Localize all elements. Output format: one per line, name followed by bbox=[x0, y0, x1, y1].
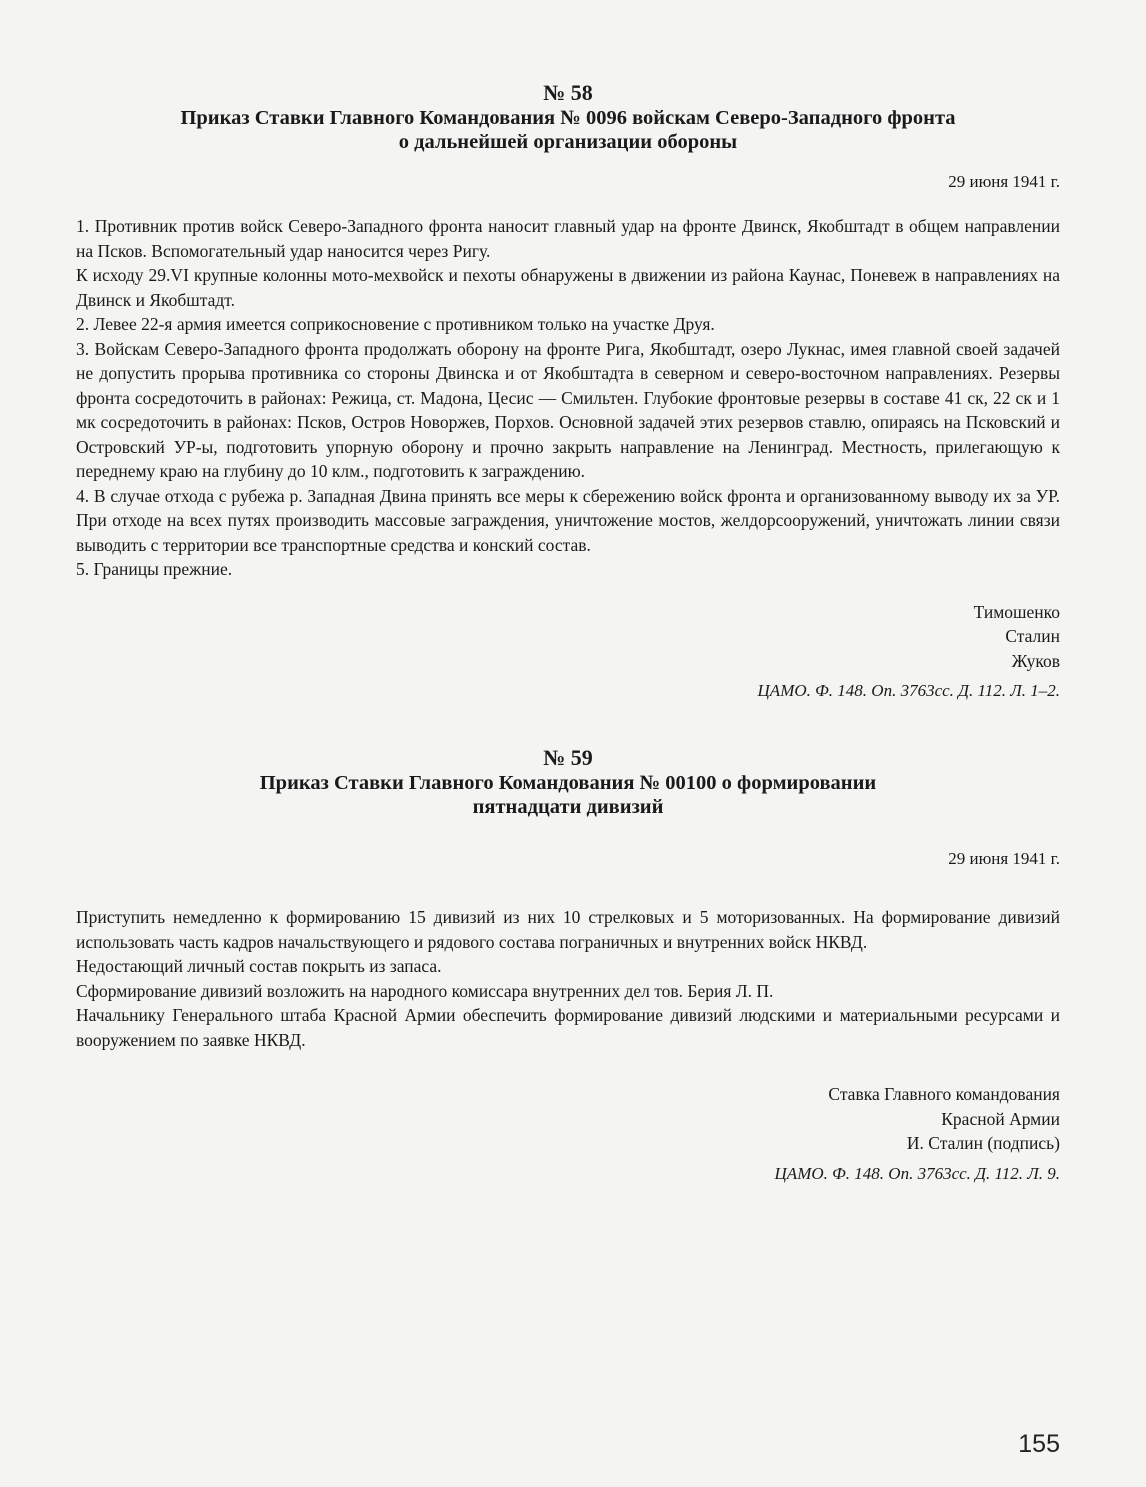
paragraph: Приступить немедленно к формированию 15 дивизий из них 10 стрелковых и 5 моторизованных. На формирование дивизий использовать часть кадров начальствующего и рядового состава пограничных и внутренних войск НКВД. bbox=[76, 907, 1060, 952]
document-title-line2: о дальнейшей организации обороны bbox=[398, 131, 738, 153]
document-title-line2: пятнадцати дивизий bbox=[472, 796, 664, 818]
document-58 bbox=[76, 80, 1060, 701]
document-title: Приказ Ставки Главного Командования № 00100 о формировании bbox=[259, 772, 877, 794]
paragraph: Сформирование дивизий возложить на народного комиссара внутренних дел тов. Берия Л. П. bbox=[76, 980, 774, 1001]
page-number: 155 bbox=[1018, 1430, 1060, 1458]
signature: Жуков bbox=[1011, 650, 1060, 671]
paragraph: 1. Противник против войск Северо-Западного фронта наносит главный удар на фронте Двинск, Якобштадт в общем направлении на Псков. Вспомогательный удар наносится через Ригу. bbox=[76, 216, 1060, 261]
paragraph: 2. Левее 22-я армия имеется соприкосновение с противником только на участке Друя. bbox=[76, 314, 715, 334]
paragraph: 3. Войскам Северо-Западного фронта продолжать оборону на фронте Рига, Якобштадт, озеро Лукнас, имея главной своей задачей не допустить прорыва противника со стороны Двинска и от Якобштадта в северном и северо-восточном направлениях. Резервы фронта сосредоточить в районах: Режица, ст. Мадона, Цесис — Смильтен. Глубокие фронтовые резервы в составе 41 ск, 22 ск и 1 мк сосредоточить в районах: Псков, Остров Новоржев, Порхов. Основной задачей этих резервов ставлю, опираясь на Псковский и Островский УР-ы, подготовить упорную оборону и прочно закрыть направление на Ленинград. Местность, прилегающую к переднему краю на глубину до 10 клм., подготовить к заграждению. bbox=[76, 338, 1060, 481]
archive-source: ЦАМО. Ф. 148. Оп. 3763сс. Д. 112. Л. 1–2. bbox=[757, 681, 1060, 700]
document-number: № 58 bbox=[543, 80, 593, 105]
signature: Тимошенко bbox=[973, 601, 1060, 622]
paragraph: К исходу 29.VI крупные колонны мото-мехвойск и пехоты обнаружены в движении из района Каунас, Поневеж в направлениях на Двинск и Якобштадт. bbox=[76, 265, 1060, 310]
signature: Сталин bbox=[1005, 626, 1060, 646]
document-number: № 59 bbox=[543, 745, 593, 770]
paragraph: 5. Границы прежние. bbox=[76, 559, 233, 579]
paragraph: Начальнику Генерального штаба Красной Армии обеспечить формирование дивизий людскими и материальными ресурсами и вооружением по заявке НКВД. bbox=[76, 1005, 1060, 1050]
paragraph: 4. В случае отхода с рубежа р. Западная Двина принять все меры к сбережению войск фронта и организованному выводу их за УР. При отходе на всех путях производить массовые заграждения, уничтожение мостов, желдорсооружений, уничтожать линии связи выводить с территории все транспортные средства и конский состав. bbox=[76, 485, 1060, 555]
page-content bbox=[76, 80, 1060, 1184]
archive-source: ЦАМО. Ф. 148. Оп. 3763сс. Д. 112. Л. 9. bbox=[774, 1163, 1060, 1183]
document-date: 29 июня 1941 г. bbox=[948, 849, 1060, 868]
signature: И. Сталин (подпись) bbox=[906, 1133, 1060, 1153]
signature: Ставка Главного командования bbox=[828, 1084, 1060, 1104]
document-date: 29 июня 1941 г. bbox=[948, 172, 1060, 191]
document-title: Приказ Ставки Главного Командования № 0096 войскам Северо-Западного фронта bbox=[180, 107, 956, 129]
signature: Красной Армии bbox=[941, 1108, 1060, 1129]
document-59 bbox=[76, 745, 1060, 1184]
paragraph: Недостающий личный состав покрыть из запаса. bbox=[76, 956, 442, 976]
